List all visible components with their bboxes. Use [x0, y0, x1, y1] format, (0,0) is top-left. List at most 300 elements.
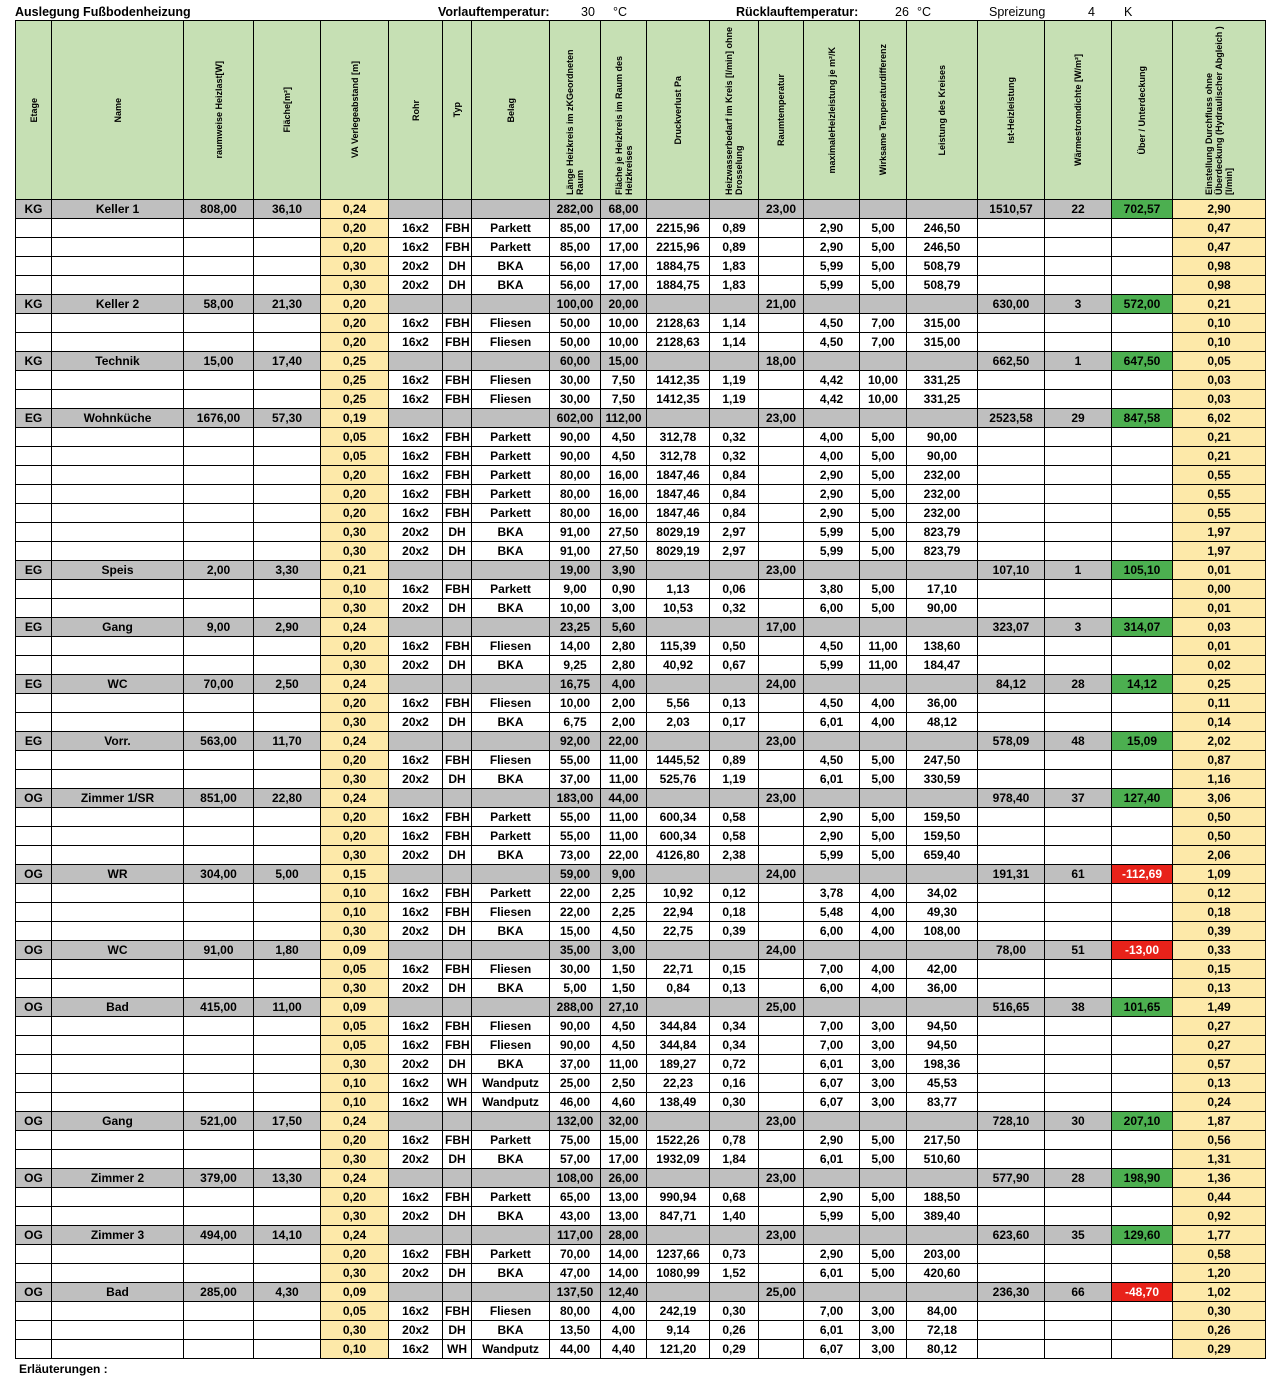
circuit-water-demand: 0,78: [710, 1131, 759, 1150]
circuit-spacing: 0,30: [321, 523, 389, 542]
table-cell: [52, 1036, 184, 1055]
room-flow-setting: 1,77: [1173, 1226, 1266, 1245]
table-cell: [254, 656, 321, 675]
room-loop-length: 108,00: [550, 1169, 601, 1188]
table-cell: [759, 1036, 804, 1055]
table-cell: [52, 1245, 184, 1264]
circuit-max-output: 6,01: [804, 713, 860, 732]
circuit-temp-diff: 5,00: [860, 580, 907, 599]
table-cell: [978, 466, 1045, 485]
circuit-type: FBH: [443, 1245, 472, 1264]
circuit-row: [16, 542, 1266, 561]
circuit-spacing: 0,30: [321, 713, 389, 732]
circuit-flow-setting: 0,27: [1173, 1017, 1266, 1036]
room-name: WC: [52, 675, 184, 694]
room-temperature: 23,00: [759, 409, 804, 428]
ruecklauf-value: 26: [895, 5, 909, 19]
table-cell: [1045, 979, 1112, 998]
circuit-type: FBH: [443, 808, 472, 827]
room-heat-load: 91,00: [184, 941, 254, 960]
table-cell: [184, 485, 254, 504]
circuit-pressure-loss: 2215,96: [647, 238, 710, 257]
table-cell: [907, 200, 978, 219]
room-row: [16, 789, 1266, 808]
table-cell: [16, 1340, 52, 1359]
circuit-area: 4,40: [601, 1340, 647, 1359]
circuit-length: 55,00: [550, 751, 601, 770]
circuit-max-output: 6,01: [804, 1321, 860, 1340]
table-cell: [907, 409, 978, 428]
table-cell: [1112, 903, 1173, 922]
table-cell: [184, 447, 254, 466]
circuit-temp-diff: 3,00: [860, 1017, 907, 1036]
table-cell: [184, 314, 254, 333]
circuit-temp-diff: 5,00: [860, 1150, 907, 1169]
table-cell: [1045, 1036, 1112, 1055]
room-actual-output: 84,12: [978, 675, 1045, 694]
table-cell: [1112, 1188, 1173, 1207]
table-cell: [759, 276, 804, 295]
circuit-row: [16, 447, 1266, 466]
room-surplus-deficit: 198,90: [1112, 1169, 1173, 1188]
circuit-water-demand: 1,14: [710, 314, 759, 333]
table-cell: [16, 1036, 52, 1055]
table-cell: [1045, 1150, 1112, 1169]
circuit-max-output: 2,90: [804, 466, 860, 485]
circuit-pipe: 16x2: [389, 314, 443, 333]
room-heat-load: 521,00: [184, 1112, 254, 1131]
table-cell: [16, 1245, 52, 1264]
table-cell: [1112, 485, 1173, 504]
circuit-temp-diff: 5,00: [860, 1264, 907, 1283]
circuit-row: [16, 1264, 1266, 1283]
table-cell: [443, 789, 472, 808]
room-flow-setting: 1,49: [1173, 998, 1266, 1017]
room-row: [16, 732, 1266, 751]
table-cell: [804, 352, 860, 371]
circuit-type: FBH: [443, 884, 472, 903]
circuit-pipe: 16x2: [389, 504, 443, 523]
circuit-pipe: 16x2: [389, 580, 443, 599]
circuit-row: [16, 637, 1266, 656]
room-actual-output: 630,00: [978, 295, 1045, 314]
circuit-max-output: 6,07: [804, 1093, 860, 1112]
circuit-covering: BKA: [472, 770, 550, 789]
circuit-temp-diff: 7,00: [860, 314, 907, 333]
circuit-flow-setting: 0,30: [1173, 1302, 1266, 1321]
circuit-flow-setting: 0,92: [1173, 1207, 1266, 1226]
table-cell: [759, 371, 804, 390]
circuit-spacing: 0,10: [321, 580, 389, 599]
table-cell: [16, 1321, 52, 1340]
table-cell: [860, 1283, 907, 1302]
circuit-flow-setting: 0,57: [1173, 1055, 1266, 1074]
circuit-max-output: 7,00: [804, 960, 860, 979]
circuit-covering: BKA: [472, 257, 550, 276]
table-cell: [254, 1207, 321, 1226]
room-loop-length: 100,00: [550, 295, 601, 314]
circuit-pipe: 16x2: [389, 694, 443, 713]
circuit-spacing: 0,20: [321, 751, 389, 770]
room-heat-flux: 30: [1045, 1112, 1112, 1131]
table-cell: [759, 599, 804, 618]
circuit-row: [16, 922, 1266, 941]
circuit-pipe: 20x2: [389, 257, 443, 276]
circuit-area: 1,50: [601, 979, 647, 998]
circuit-spacing: 0,20: [321, 333, 389, 352]
table-cell: [472, 865, 550, 884]
circuit-length: 80,00: [550, 466, 601, 485]
room-loop-length: 117,00: [550, 1226, 601, 1245]
circuit-pressure-loss: 4126,80: [647, 846, 710, 865]
table-cell: [1045, 884, 1112, 903]
circuit-covering: BKA: [472, 846, 550, 865]
room-loop-area: 3,90: [601, 561, 647, 580]
table-cell: [1045, 542, 1112, 561]
table-cell: [443, 295, 472, 314]
table-cell: [184, 1321, 254, 1340]
circuit-type: DH: [443, 257, 472, 276]
circuit-row: [16, 713, 1266, 732]
circuit-pressure-loss: 115,39: [647, 637, 710, 656]
table-cell: [16, 979, 52, 998]
circuit-flow-setting: 0,00: [1173, 580, 1266, 599]
table-cell: [16, 504, 52, 523]
room-flow-setting: 1,09: [1173, 865, 1266, 884]
room-surplus-deficit: -112,69: [1112, 865, 1173, 884]
room-flow-setting: 1,36: [1173, 1169, 1266, 1188]
circuit-spacing: 0,05: [321, 1302, 389, 1321]
table-cell: [759, 1302, 804, 1321]
table-cell: [978, 713, 1045, 732]
table-cell: [254, 1093, 321, 1112]
circuit-temp-diff: 11,00: [860, 656, 907, 675]
circuit-output: 823,79: [907, 542, 978, 561]
room-surplus-deficit: 314,07: [1112, 618, 1173, 637]
table-cell: [860, 1112, 907, 1131]
room-name: Gang: [52, 618, 184, 637]
room-loop-length: 35,00: [550, 941, 601, 960]
table-cell: [978, 219, 1045, 238]
room-row: [16, 941, 1266, 960]
circuit-output: 823,79: [907, 523, 978, 542]
table-cell: [759, 390, 804, 409]
circuit-row: [16, 1131, 1266, 1150]
title-row: [15, 3, 1265, 21]
table-cell: [978, 884, 1045, 903]
table-cell: [472, 1112, 550, 1131]
room-row: [16, 1283, 1266, 1302]
circuit-flow-setting: 0,26: [1173, 1321, 1266, 1340]
table-cell: [860, 732, 907, 751]
table-cell: [389, 1169, 443, 1188]
circuit-covering: BKA: [472, 656, 550, 675]
table-cell: [184, 1207, 254, 1226]
room-temperature: 17,00: [759, 618, 804, 637]
table-cell: [254, 523, 321, 542]
circuit-length: 50,00: [550, 314, 601, 333]
table-cell: [254, 1055, 321, 1074]
circuit-length: 37,00: [550, 1055, 601, 1074]
table-cell: [647, 295, 710, 314]
circuit-covering: BKA: [472, 1321, 550, 1340]
circuit-water-demand: 1,19: [710, 371, 759, 390]
circuit-row: [16, 1340, 1266, 1359]
room-actual-output: 978,40: [978, 789, 1045, 808]
circuit-length: 90,00: [550, 447, 601, 466]
table-cell: [389, 941, 443, 960]
table-cell: [804, 1112, 860, 1131]
circuit-temp-diff: 3,00: [860, 1321, 907, 1340]
circuit-temp-diff: 5,00: [860, 276, 907, 295]
circuit-area: 11,00: [601, 808, 647, 827]
circuit-max-output: 6,01: [804, 1264, 860, 1283]
circuit-flow-setting: 0,44: [1173, 1188, 1266, 1207]
table-cell: [184, 1131, 254, 1150]
room-name: Keller 2: [52, 295, 184, 314]
circuit-flow-setting: 1,16: [1173, 770, 1266, 789]
table-cell: [52, 371, 184, 390]
table-cell: [184, 827, 254, 846]
circuit-temp-diff: 5,00: [860, 1245, 907, 1264]
table-cell: [759, 694, 804, 713]
table-cell: [978, 1036, 1045, 1055]
circuit-pressure-loss: 1445,52: [647, 751, 710, 770]
table-cell: [759, 1321, 804, 1340]
room-name: Bad: [52, 998, 184, 1017]
room-spacing: 0,24: [321, 1169, 389, 1188]
table-cell: [184, 884, 254, 903]
table-cell: [52, 333, 184, 352]
room-spacing: 0,21: [321, 561, 389, 580]
column-header: [710, 21, 759, 200]
circuit-length: 90,00: [550, 1017, 601, 1036]
room-area: 4,30: [254, 1283, 321, 1302]
table-cell: [759, 713, 804, 732]
table-cell: [184, 1150, 254, 1169]
circuit-row: [16, 523, 1266, 542]
table-cell: [1045, 333, 1112, 352]
circuit-pressure-loss: 10,92: [647, 884, 710, 903]
table-cell: [254, 504, 321, 523]
table-cell: [1045, 960, 1112, 979]
column-header: [472, 21, 550, 200]
circuit-temp-diff: 10,00: [860, 371, 907, 390]
table-cell: [647, 618, 710, 637]
circuit-pressure-loss: 600,34: [647, 808, 710, 827]
circuit-temp-diff: 5,00: [860, 219, 907, 238]
room-flow-setting: 3,06: [1173, 789, 1266, 808]
circuit-flow-setting: 0,47: [1173, 238, 1266, 257]
table-cell: [1045, 1245, 1112, 1264]
table-cell: [860, 998, 907, 1017]
table-cell: [710, 1283, 759, 1302]
circuit-area: 17,00: [601, 238, 647, 257]
circuit-covering: Fliesen: [472, 1302, 550, 1321]
circuit-spacing: 0,10: [321, 884, 389, 903]
table-cell: [647, 352, 710, 371]
table-cell: [16, 713, 52, 732]
circuit-pipe: 16x2: [389, 1302, 443, 1321]
circuit-covering: Parkett: [472, 219, 550, 238]
table-cell: [1045, 713, 1112, 732]
room-area: 3,30: [254, 561, 321, 580]
circuit-type: FBH: [443, 504, 472, 523]
circuit-flow-setting: 0,56: [1173, 1131, 1266, 1150]
circuit-row: [16, 371, 1266, 390]
table-cell: [184, 979, 254, 998]
table-cell: [52, 466, 184, 485]
circuit-type: FBH: [443, 333, 472, 352]
circuit-row: [16, 1055, 1266, 1074]
circuit-covering: Fliesen: [472, 903, 550, 922]
table-cell: [907, 732, 978, 751]
table-cell: [16, 1150, 52, 1169]
circuit-spacing: 0,05: [321, 1036, 389, 1055]
room-loop-length: 282,00: [550, 200, 601, 219]
circuit-flow-setting: 0,14: [1173, 713, 1266, 732]
circuit-max-output: 2,90: [804, 808, 860, 827]
table-cell: [254, 390, 321, 409]
table-cell: [16, 599, 52, 618]
table-cell: [184, 1302, 254, 1321]
table-cell: [1045, 371, 1112, 390]
circuit-temp-diff: 4,00: [860, 884, 907, 903]
table-cell: [443, 409, 472, 428]
circuit-length: 43,00: [550, 1207, 601, 1226]
circuit-pressure-loss: 1,13: [647, 580, 710, 599]
table-cell: [52, 1093, 184, 1112]
column-header: [52, 21, 184, 200]
table-cell: [860, 618, 907, 637]
table-cell: [52, 276, 184, 295]
table-cell: [978, 979, 1045, 998]
table-cell: [1045, 1093, 1112, 1112]
table-cell: [647, 200, 710, 219]
circuit-pressure-loss: 1412,35: [647, 371, 710, 390]
table-cell: [52, 808, 184, 827]
circuit-length: 10,00: [550, 599, 601, 618]
circuit-temp-diff: 5,00: [860, 1207, 907, 1226]
room-flow-setting: 1,87: [1173, 1112, 1266, 1131]
table-cell: [710, 1112, 759, 1131]
circuit-output: 232,00: [907, 485, 978, 504]
table-cell: [1045, 656, 1112, 675]
circuit-output: 184,47: [907, 656, 978, 675]
room-temperature: 23,00: [759, 789, 804, 808]
circuit-pressure-loss: 2,03: [647, 713, 710, 732]
circuit-pipe: 16x2: [389, 1131, 443, 1150]
table-cell: [1045, 751, 1112, 770]
circuit-area: 14,00: [601, 1264, 647, 1283]
circuit-spacing: 0,25: [321, 390, 389, 409]
room-floor: KG: [16, 295, 52, 314]
room-floor: OG: [16, 1226, 52, 1245]
table-cell: [710, 295, 759, 314]
table-cell: [52, 884, 184, 903]
table-cell: [52, 447, 184, 466]
column-header-label: Heizwasserbedarf im Kreis [l/min] ohne Drosselung: [724, 26, 744, 195]
circuit-output: 198,36: [907, 1055, 978, 1074]
circuit-pipe: 20x2: [389, 979, 443, 998]
circuit-pipe: 16x2: [389, 1093, 443, 1112]
table-cell: [472, 941, 550, 960]
table-cell: [759, 238, 804, 257]
circuit-temp-diff: 5,00: [860, 485, 907, 504]
column-header: [804, 21, 860, 200]
circuit-output: 217,50: [907, 1131, 978, 1150]
room-actual-output: 78,00: [978, 941, 1045, 960]
circuit-max-output: 2,90: [804, 485, 860, 504]
table-cell: [52, 1131, 184, 1150]
circuit-pipe: 16x2: [389, 333, 443, 352]
column-header: [550, 21, 601, 200]
table-cell: [254, 428, 321, 447]
table-cell: [978, 447, 1045, 466]
room-spacing: 0,15: [321, 865, 389, 884]
circuit-water-demand: 0,84: [710, 485, 759, 504]
table-cell: [1112, 1340, 1173, 1359]
circuit-max-output: 5,99: [804, 1207, 860, 1226]
table-cell: [860, 1226, 907, 1245]
circuit-pipe: 16x2: [389, 390, 443, 409]
room-actual-output: 623,60: [978, 1226, 1045, 1245]
circuit-max-output: 3,78: [804, 884, 860, 903]
circuit-pressure-loss: 1884,75: [647, 276, 710, 295]
circuit-type: WH: [443, 1074, 472, 1093]
room-heat-flux: 35: [1045, 1226, 1112, 1245]
circuit-pressure-loss: 312,78: [647, 428, 710, 447]
circuit-max-output: 6,00: [804, 922, 860, 941]
table-cell: [254, 1036, 321, 1055]
table-cell: [16, 770, 52, 789]
table-cell: [1045, 903, 1112, 922]
table-cell: [1112, 1131, 1173, 1150]
circuit-max-output: 2,90: [804, 827, 860, 846]
table-cell: [647, 1169, 710, 1188]
table-cell: [804, 561, 860, 580]
room-heat-load: 15,00: [184, 352, 254, 371]
table-cell: [710, 941, 759, 960]
table-cell: [647, 865, 710, 884]
circuit-length: 30,00: [550, 960, 601, 979]
room-temperature: 24,00: [759, 865, 804, 884]
circuit-flow-setting: 0,39: [1173, 922, 1266, 941]
table-cell: [978, 1207, 1045, 1226]
table-cell: [52, 922, 184, 941]
circuit-pressure-loss: 600,34: [647, 827, 710, 846]
circuit-temp-diff: 3,00: [860, 1074, 907, 1093]
table-cell: [52, 960, 184, 979]
table-cell: [710, 1169, 759, 1188]
table-cell: [184, 846, 254, 865]
circuit-water-demand: 0,39: [710, 922, 759, 941]
table-cell: [978, 580, 1045, 599]
room-area: 57,30: [254, 409, 321, 428]
circuit-temp-diff: 4,00: [860, 922, 907, 941]
table-cell: [16, 219, 52, 238]
circuit-water-demand: 0,84: [710, 466, 759, 485]
circuit-flow-setting: 0,55: [1173, 466, 1266, 485]
circuit-output: 94,50: [907, 1017, 978, 1036]
table-cell: [759, 1340, 804, 1359]
circuit-type: DH: [443, 713, 472, 732]
table-cell: [860, 561, 907, 580]
table-cell: [978, 1131, 1045, 1150]
circuit-flow-setting: 0,11: [1173, 694, 1266, 713]
circuit-area: 11,00: [601, 827, 647, 846]
table-cell: [978, 390, 1045, 409]
